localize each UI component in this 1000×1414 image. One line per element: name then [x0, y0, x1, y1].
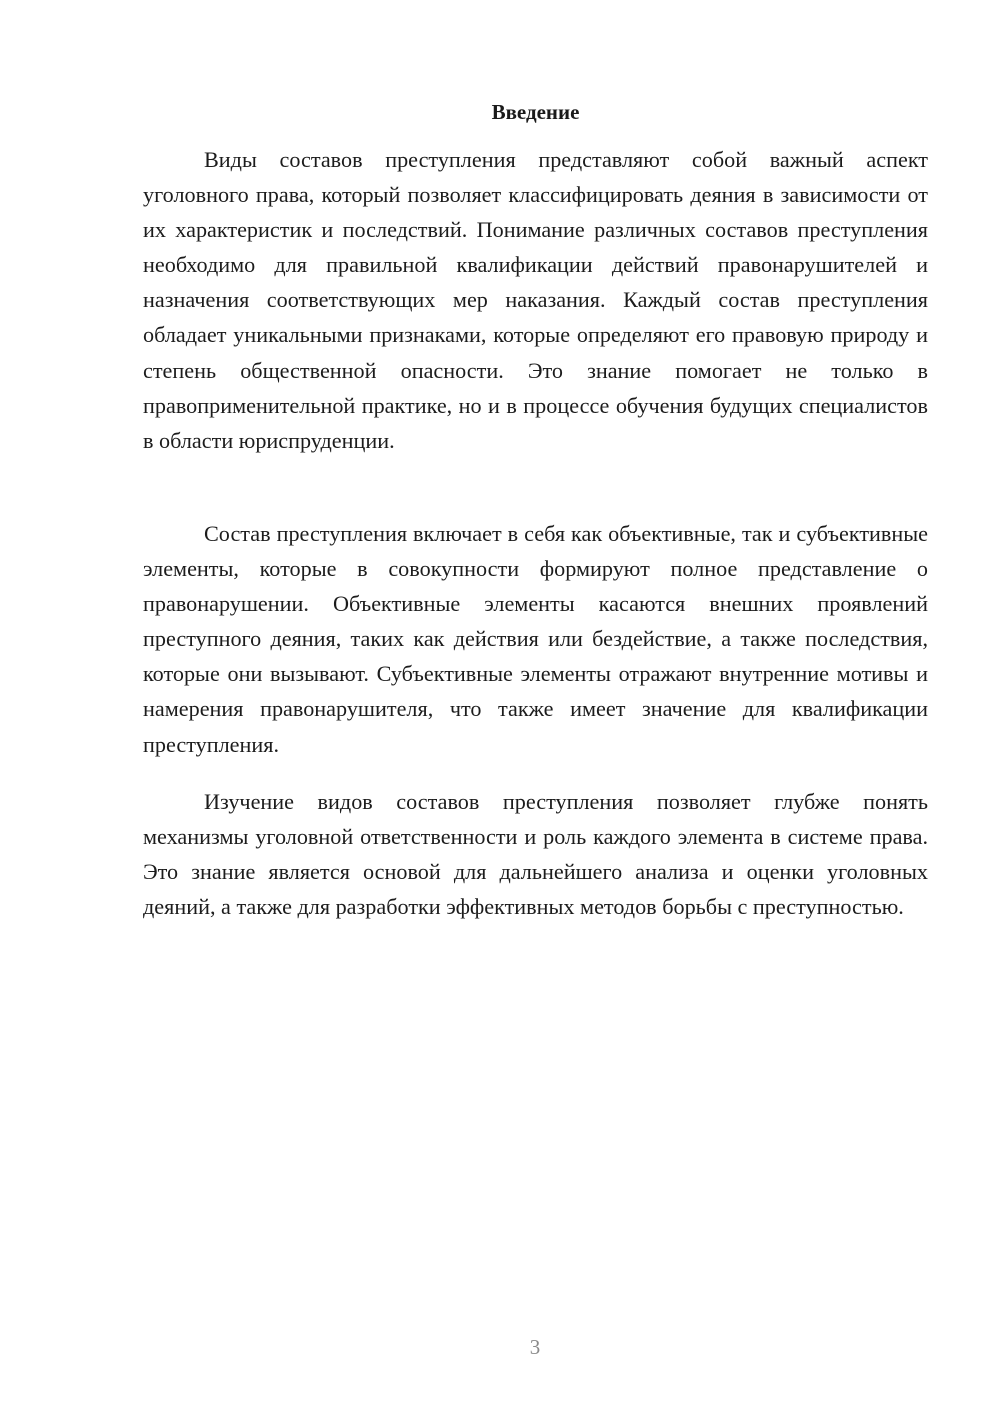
paragraph-2: Состав преступления включает в себя как объективные, так и субъективные элементы, которые в совокупности формируют полное представление о правонарушении. Объективные элементы касаются внешних проявлений преступного деяния, таких как действия или бездействие, а также последствия, которые они вызывают. Субъективные элементы отражают внутренние мотивы и намерения правонарушителя, что также имеет значение для квалификации преступления.: [143, 521, 928, 757]
paragraph-3: Изучение видов составов преступления позволяет глубже понять механизмы уголовной ответственности и роль каждого элемента в системе права. Это знание является основой для дальнейшего анализа и оценки уголовных деяний, а также для разработки эффективных методов борьбы с преступностью.: [143, 789, 928, 920]
page-number: 3: [529, 1335, 541, 1359]
page-title: Введение: [491, 100, 580, 124]
paragraph-1: Виды составов преступления представляют собой важный аспект уголовного права, который позволяет классифицировать деяния в зависимости от их характеристик и последствий. Понимание различных составов преступления необходимо для правильной квалификации действий правонарушителей и назначения соответствующих мер наказания. Каждый состав преступления обладает уникальными признаками, которые определяют его правовую природу и степень общественной опасности. Это знание помогает не только в правоприменительной практике, но и в процессе обучения будущих специалистов в области юриспруденции.: [143, 147, 928, 453]
